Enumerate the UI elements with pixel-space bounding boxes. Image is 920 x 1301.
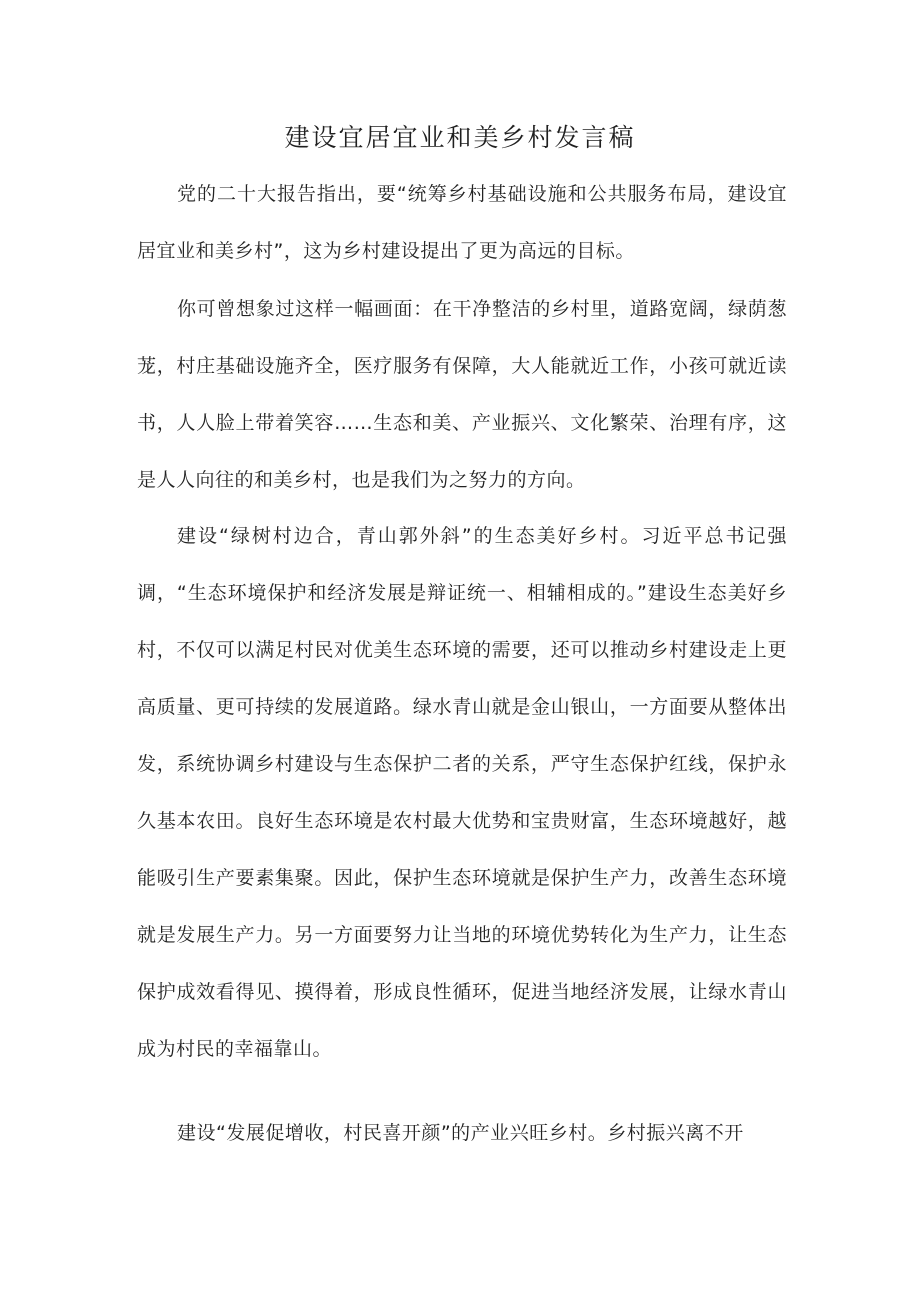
paragraph-container-1	[137, 166, 787, 280]
paragraph-4: 建设“发展促增收，村民喜开颜”的产业兴旺乡村。乡村振兴离不开	[177, 1122, 744, 1144]
document-title: 建设宜居宜业和美乡村发言稿	[284, 123, 636, 152]
paragraph-1: 党的二十大报告指出，要“统筹乡村基础设施和公共服务布局，建设宜居宜业和美乡村”，这为乡村建设提出了更为高远的目标。	[137, 183, 787, 262]
paragraph-container-3	[137, 508, 787, 1078]
paragraph-container-4	[137, 1105, 787, 1162]
paragraph-2: 你可曾想象过这样一幅画面：在干净整洁的乡村里，道路宽阔，绿荫葱茏，村庄基础设施齐全，医疗服务有保障，大人能就近工作，小孩可就近读书，人人脸上带着笑容……生态和美、产业振兴、文化繁荣、治理有序，这是人人向往的和美乡村，也是我们为之努力的方向。	[137, 298, 787, 491]
paragraph-container-2	[137, 281, 787, 509]
paragraph-3: 建设“绿树村边合，青山郭外斜”的生态美好乡村。习近平总书记强调，“生态环境保护和经济发展是辩证统一、相辅相成的。”建设生态美好乡村，不仅可以满足村民对优美生态环境的需要，还可以推动乡村建设走上更高质量、更可持续的发展道路。绿水青山就是金山银山，一方面要从整体出发，系统协调乡村建设与生态保护二者的关系，严守生态保护红线，保护永久基本农田。良好生态环境是农村最大优势和宝贵财富，生态环境越好，越能吸引生产要素集聚。因此，保护生态环境就是保护生产力，改善生态环境就是发展生产力。另一方面要努力让当地的环境优势转化为生产力，让生态保护成效看得见、摸得着，形成良性循环，促进当地经济发展，让绿水青山成为村民的幸福靠山。	[137, 525, 787, 1060]
